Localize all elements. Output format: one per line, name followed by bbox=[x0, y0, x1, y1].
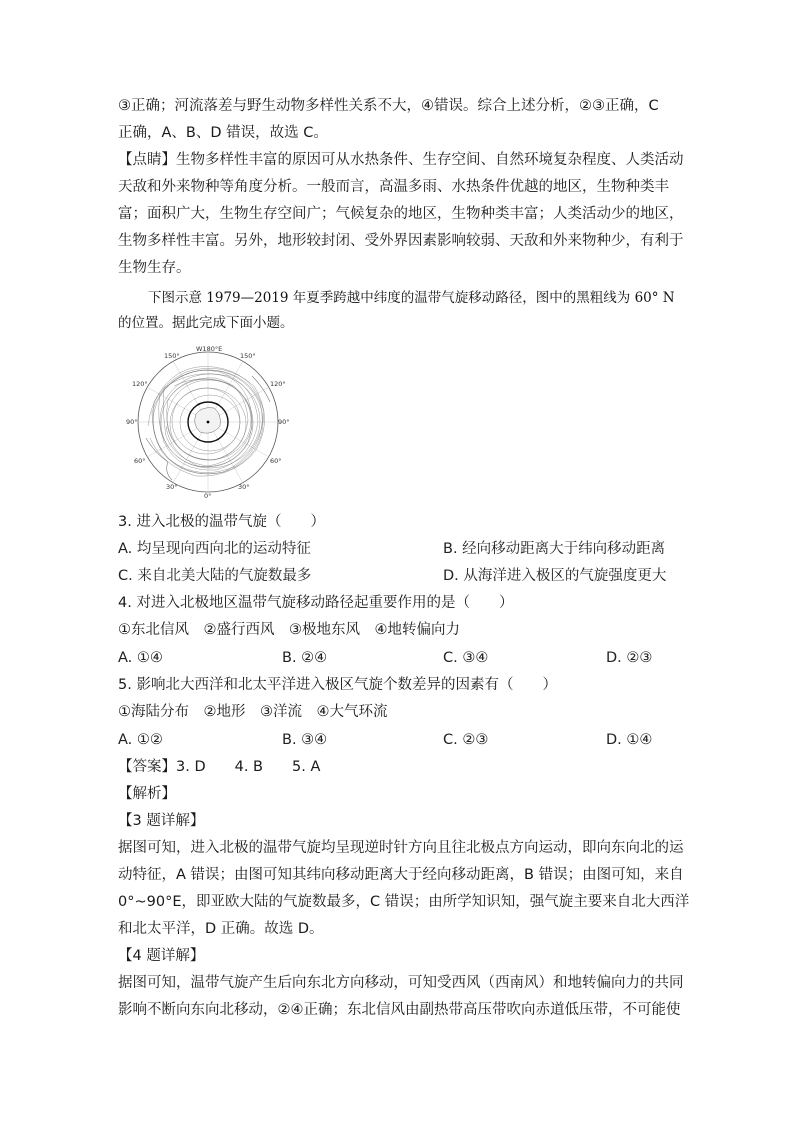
paragraph-line: 富；面积广大，生物生存空间广；气候复杂的地区，生物种类丰富；人类活动少的地区， bbox=[118, 206, 684, 222]
q5-option-b[interactable]: B. ③④ bbox=[282, 732, 328, 748]
explanation-line: 动特征，A 错误；由图可知其纬向移动距离大于经向移动距离，B 错误；由图可知，来自 bbox=[118, 867, 684, 883]
explanation-line: 0°~90°E，即亚欧大陆的气旋数最多，C 错误；由所学知识知，强气旋主要来自北大西洋 bbox=[118, 894, 690, 910]
label-30l: 30° bbox=[166, 483, 178, 491]
arctic-land bbox=[195, 408, 221, 434]
q5-option-c[interactable]: C. ②③ bbox=[443, 732, 489, 748]
label-30r: 30° bbox=[238, 483, 250, 491]
label-bottom: 0° bbox=[204, 492, 212, 500]
q4-option-b[interactable]: B. ②④ bbox=[282, 650, 328, 666]
q3-option-c[interactable]: C. 来自北美大陆的气旋数最多 bbox=[118, 568, 312, 584]
paragraph-line: 天敌和外来物种等角度分析。一般而言，高温多雨、水热条件优越的地区，生物种类丰 bbox=[118, 179, 669, 195]
explanation-line: 据图可知，进入北极的温带气旋均呈现逆时针方向且往北极点方向运动，即向东向北的运 bbox=[118, 840, 684, 856]
label-90l: 90° bbox=[126, 418, 138, 426]
question-5-stem: 5. 影响北大西洋和北太平洋进入极区气旋个数差异的因素有（ ） bbox=[118, 677, 557, 693]
q3-detail-heading: 【3 题详解】 bbox=[118, 813, 205, 829]
paragraph-line: 正确，A、B、D 错误，故选 C。 bbox=[118, 125, 328, 141]
explanation-line: 影响不断向东向北移动，②④正确；东北信风由副热带高压带吹向赤道低压带，不可能使 bbox=[118, 1002, 681, 1018]
q4-items: ①东北信风 ②盛行西风 ③极地东风 ④地转偏向力 bbox=[118, 622, 460, 638]
q4-detail-heading: 【4 题详解】 bbox=[118, 948, 205, 964]
coastline bbox=[252, 376, 270, 402]
analysis-heading: 【解析】 bbox=[118, 786, 176, 802]
paragraph-line: 生物生存。 bbox=[118, 260, 191, 276]
question-3-stem: 3. 进入北极的温带气旋（ ） bbox=[118, 514, 325, 530]
explanation-line: 和北太平洋，D 正确。故选 D。 bbox=[118, 921, 324, 937]
q5-option-d[interactable]: D. ①④ bbox=[606, 732, 653, 748]
polar-cyclone-map bbox=[124, 342, 294, 500]
q5-items: ①海陆分布 ②地形 ③洋流 ④大气环流 bbox=[118, 704, 388, 720]
q4-option-a[interactable]: A. ①④ bbox=[118, 650, 163, 666]
paragraph-line: 生物多样性丰富。另外，地形较封闭、受外界因素影响较弱、天敌和外来物种少，有利于 bbox=[118, 233, 684, 249]
q3-option-b[interactable]: B. 经向移动距离大于纬向移动距离 bbox=[443, 541, 666, 557]
q4-option-c[interactable]: C. ③④ bbox=[443, 650, 489, 666]
label-120l: 120° bbox=[132, 380, 148, 388]
label-60r: 60° bbox=[270, 457, 282, 465]
q3-option-a[interactable]: A. 均呈现向西向北的运动特征 bbox=[118, 541, 311, 557]
label-150r: 150° bbox=[240, 352, 256, 360]
material-intro: 下图示意 1979—2019 年夏季跨越中纬度的温带气旋移动路径，图中的黑粗线为 60° N bbox=[148, 290, 675, 306]
material-intro: 的位置。据此完成下面小题。 bbox=[118, 315, 294, 331]
explanation-line: 据图可知，温带气旋产生后向东北方向移动，可知受西风（西南风）和地转偏向力的共同 bbox=[118, 975, 684, 991]
north-pole-dot bbox=[207, 421, 210, 424]
paragraph-line: ③正确；河流落差与野生动物多样性关系不大，④错误。综合上述分析，②③正确，C bbox=[118, 98, 659, 114]
label-120r: 120° bbox=[270, 380, 286, 388]
q3-option-d[interactable]: D. 从海洋进入极区的气旋强度更大 bbox=[443, 568, 667, 584]
label-60l: 60° bbox=[134, 457, 146, 465]
tip-paragraph-line: 【点睛】生物多样性丰富的原因可从水热条件、生存空间、自然环境复杂程度、人类活动 bbox=[118, 152, 684, 168]
polar-map-svg bbox=[124, 342, 294, 500]
coastline bbox=[146, 438, 172, 480]
q5-option-a[interactable]: A. ①② bbox=[118, 732, 163, 748]
q4-option-d[interactable]: D. ②③ bbox=[606, 650, 653, 666]
label-150l: 150° bbox=[164, 352, 180, 360]
label-90r: 90° bbox=[278, 418, 290, 426]
answer-line: 【答案】3. D 4. B 5. A bbox=[118, 759, 321, 775]
question-4-stem: 4. 对进入北极地区温带气旋移动路径起重要作用的是（ ） bbox=[118, 595, 514, 611]
label-top: W180°E bbox=[196, 345, 223, 353]
